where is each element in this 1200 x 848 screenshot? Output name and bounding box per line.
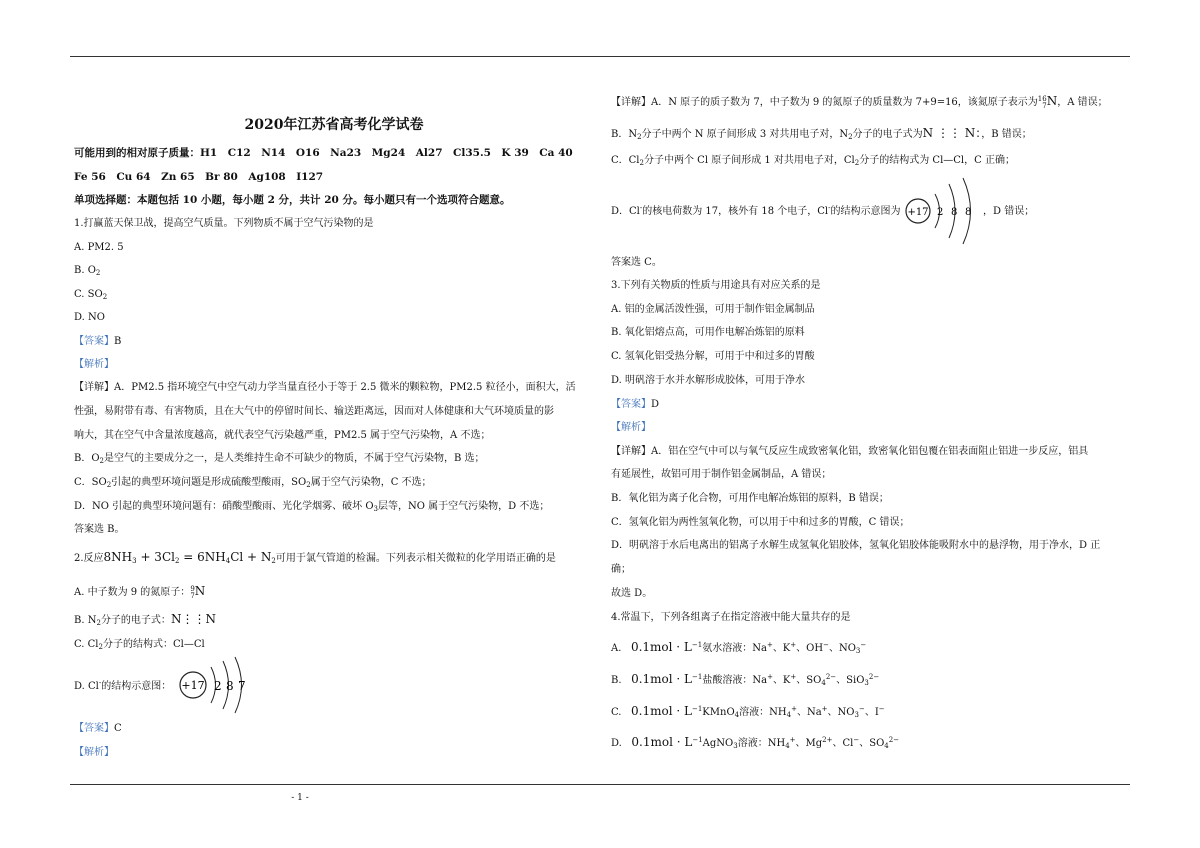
- shell-count-1: 2: [937, 207, 944, 218]
- q3-analysis-tag: 【解析】: [611, 422, 651, 433]
- q3-stem: 3.下列有关物质的性质与用途具有对应关系的是: [611, 280, 821, 291]
- q3-detail-2: 有延展性，故铝可用于制作铝金属制品，A 错误；: [611, 469, 832, 480]
- q2-detail-b: B．$N_2$分子中两个 N 原子间形成 3 对共用电子对，$N_2$分子的电子式为N ⋮⋮ N：，B 错误；: [611, 126, 1032, 141]
- q2-option-b: B. $N_2$分子的电子式：N⋮⋮N: [74, 612, 216, 627]
- q2-option-a: A. 中子数为 9 的氮原子： 9 7 N: [74, 584, 206, 600]
- nucleus-charge: +17: [907, 207, 929, 218]
- q3-detail-5: D．明矾溶于水后电离出的铝离子水解生成氢氧化铝胶体，氢氧化铝胶体能吸附水中的悬浮物，用于净水，D 正: [611, 540, 1101, 551]
- q2-option-c: C. $Cl_2$分子的结构式：Cl—Cl: [74, 639, 205, 651]
- top-rule: [70, 56, 1130, 57]
- atomic-masses-line-1: 可能用到的相对原子质量：H1 C12 N14 O16 Na23 Mg24 Al27 Cl35.5 K 39 Ca 40: [74, 147, 573, 159]
- q2-answer: 【答案】C: [74, 723, 122, 734]
- bottom-rule: [70, 784, 1130, 785]
- q3-option-d: D. 明矾溶于水并水解形成胶体，可用于净水: [611, 375, 806, 386]
- q3-option-c: C. 氢氧化铝受热分解，可用于中和过多的胃酸: [611, 351, 815, 362]
- q2-detail-d-text: D．Cl-的核电荷数为 17，核外有 18 个电子，Cl-的结构示意图为: [611, 204, 901, 217]
- q3-option-b: B. 氧化铝熔点高，可用作电解冶炼铝的原料: [611, 327, 805, 338]
- q2-detail-d-atom-diagram: [903, 176, 983, 246]
- q1-stem: 1.打赢蓝天保卫战，提高空气质量。下列物质不属于空气污染物的是: [74, 218, 374, 229]
- q2-option-d-atom-diagram: [178, 655, 258, 715]
- q4-option-c: C. $0.1mol \cdot L^{-1}KMnO_4$溶液：$NH_4^+$、Na+、$NO_3^-$、I−: [611, 704, 885, 719]
- q1-detail-3: 响大，其在空气中含量浓度越高，就代表空气污染越严重，PM2.5 属于空气污染物，A 不选；: [74, 430, 491, 441]
- nucleus-charge: +17: [181, 679, 205, 692]
- page-number: - 1 -: [291, 793, 309, 803]
- shell-count-2: 8: [951, 207, 958, 218]
- q2-detail-a: 【详解】A．N 原子的质子数为 7，中子数为 9 的氮原子的质量数为 7+9=16，该氮原子表示为 16 7 N，A 错误；: [611, 94, 1108, 110]
- q2-conclusion: 答案选 C。: [611, 257, 662, 268]
- shell-count-3: 8: [965, 207, 972, 218]
- q3-answer: 【答案】D: [611, 399, 660, 410]
- shell-count-1: 2: [214, 679, 222, 693]
- q3-detail-3: B．氧化铝为离子化合物，可用作电解冶炼铝的原料，B 错误；: [611, 493, 889, 504]
- q3-detail-4: C．氢氧化铝为两性氢氧化物，可以用于中和过多的胃酸，C 错误；: [611, 517, 910, 528]
- shell-count-3: 7: [238, 679, 246, 693]
- q1-detail-4: B．$O_2$是空气的主要成分之一，是人类维持生命不可缺少的物质，不属于空气污染物，B 选；: [74, 453, 485, 465]
- q1-detail-1: 【详解】A．PM2.5 指环境空气中空气动力学当量直径小于等于 2.5 微米的颗粒物，PM2.5 粒径小，面积大，活: [74, 382, 576, 393]
- q1-option-c: C. $SO_2$: [74, 289, 108, 301]
- q1-option-a: A. PM2. 5: [74, 242, 124, 253]
- q2-detail-c: C．$Cl_2$分子中两个 Cl 原子间形成 1 对共用电子对，$Cl_2$分子的结构式为 Cl—Cl，C 正确；: [611, 155, 1015, 167]
- q4-option-d: D. $0.1mol \cdot L^{-1}AgNO_3$溶液：$NH_4^+$、$Mg^{2+}$、Cl−、$SO_4^{2-}$: [611, 735, 900, 750]
- shell-count-2: 8: [226, 679, 234, 693]
- atomic-masses-line-2: Fe 56 Cu 64 Zn 65 Br 80 Ag108 I127: [74, 171, 324, 183]
- q2-stem: 2.反应$8NH_3 + 3Cl_2 = 6NH_4Cl + N_2$可用于氯气管道的检漏。下列表示相关微粒的化学用语正确的是: [74, 550, 556, 565]
- q1-option-d: D. NO: [74, 312, 105, 323]
- q1-detail-2: 性强，易附带有毒、有害物质，且在大气中的停留时间长、输送距离远，因而对人体健康和大气环境质量的影: [74, 406, 554, 417]
- q1-answer: 【答案】B: [74, 336, 122, 347]
- q3-conclusion: 故选 D。: [611, 588, 653, 599]
- q4-option-b: B. $0.1mol \cdot L^{-1}$盐酸溶液：Na+、K+、$SO_4^{2-}$、SiO$_3^{2-}$: [611, 672, 880, 687]
- q4-stem: 4.常温下，下列各组离子在指定溶液中能大量共存的是: [611, 612, 851, 623]
- q1-option-b: B. $O_2$: [74, 265, 101, 277]
- q2-detail-d-post: ，D 错误；: [983, 206, 1035, 217]
- q4-option-a: A. $0.1mol \cdot L^{-1}$氨水溶液：Na+、K+、OH−、$NO_3^-$: [611, 640, 867, 655]
- section-heading: 单项选择题：本题包括 10 小题，每小题 2 分，共计 20 分。每小题只有一个选项符合题意。: [74, 194, 511, 206]
- q1-detail-6: D．NO 引起的典型环境问题有：硝酸型酸雨、光化学烟雾、破坏 $O_3$层等，NO 属于空气污染物，D 不选；: [74, 501, 550, 513]
- q3-detail-6: 确；: [611, 564, 631, 575]
- q3-option-a: A. 铝的金属活泼性强，可用于制作铝金属制品: [611, 304, 815, 315]
- q1-detail-5: C．$SO_2$引起的典型环境问题是形成硫酸型酸雨，$SO_2$属于空气污染物，C 不选；: [74, 477, 432, 489]
- page-title: 2020年江苏省高考化学试卷: [244, 117, 424, 133]
- q1-analysis-tag: 【解析】: [74, 359, 114, 370]
- q2-option-d: D. Cl-的结构示意图：: [74, 679, 172, 692]
- q3-detail-1: 【详解】A．铝在空气中可以与氧气反应生成致密氧化铝，致密氧化铝包覆在铝表面阻止铝进一步反应，铝具: [611, 446, 1089, 457]
- q2-analysis-tag: 【解析】: [74, 747, 114, 758]
- q1-conclusion: 答案选 B。: [74, 524, 125, 535]
